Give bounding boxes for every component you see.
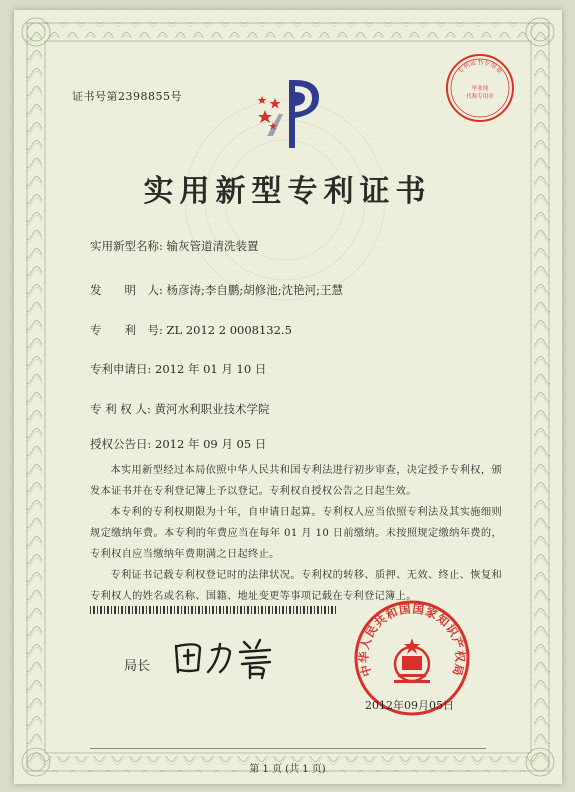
field-value: 杨彦涛;李自鹏;胡修池;沈艳河;王慧 (166, 283, 344, 297)
certificate-body (90, 460, 502, 607)
corner-seal-inner-1: 毕业纯 (471, 86, 489, 92)
field-value: 输灰管道清洗装置 (166, 239, 259, 253)
director-signature (170, 632, 290, 682)
field-value: 2012 年 01 月 10 日 (155, 362, 267, 376)
field-value: 黄河水利职业技术学院 (154, 402, 270, 416)
patent-office-logo-icon (255, 74, 325, 154)
field-label: 专 利 号: (90, 323, 163, 337)
barcode (90, 606, 336, 614)
field-value: ZL 2012 2 0008132.5 (166, 323, 292, 337)
field-utility-model-name (90, 238, 259, 254)
corner-seal-stamp (444, 52, 516, 124)
certificate-number: 证书号第2398855号 (72, 90, 182, 103)
seal-date: 2012年09月05日 (365, 699, 454, 712)
page-footer: 第 1 页 (共 1 页) (249, 764, 326, 775)
field-label: 专 利 权 人: (90, 402, 151, 416)
field-inventors (90, 282, 343, 298)
certificate-title: 实用新型专利证书 (143, 174, 432, 209)
field-application-date (90, 361, 266, 377)
field-label: 实用新型名称: (90, 239, 163, 253)
body-paragraph: 本专利的专利权期限为十年，自申请日起算。专利权人应当依照专利法及其实施细则规定缴纳年费。本专利的年费应当在每年 01 月 10 日前缴纳。未按照规定缴纳年费的，专利权自应当缴纳年费期满之日起终止。 (90, 507, 502, 560)
footer-divider (90, 748, 486, 749)
body-paragraph: 专利证书记载专利权登记时的法律状况。专利权的转移、质押、无效、终止、恢复和专利权人的姓名或名称、国籍、地址变更等事项记载在专利登记簿上。 (90, 570, 502, 602)
field-grant-date (90, 436, 266, 452)
corner-seal-inner-2: 代称专用章 (466, 94, 494, 100)
seal-text: 中华人民共和国国家知识产权局 (356, 601, 468, 679)
field-patentee (90, 401, 270, 417)
corner-seal-text: 专利证书专用章 (455, 58, 505, 76)
field-patent-number (90, 322, 292, 338)
body-paragraph: 本实用新型经过本局依照中华人民共和国专利法进行初步审查，决定授予专利权，颁发本证书并在专利登记簿上予以登记。专利权自授权公告之日起生效。 (90, 465, 502, 497)
field-label: 专利申请日: (90, 362, 152, 376)
field-value: 2012 年 09 月 05 日 (155, 437, 267, 451)
director-label: 局长 (124, 659, 151, 674)
field-label: 发 明 人: (90, 283, 163, 297)
field-label: 授权公告日: (90, 437, 152, 451)
